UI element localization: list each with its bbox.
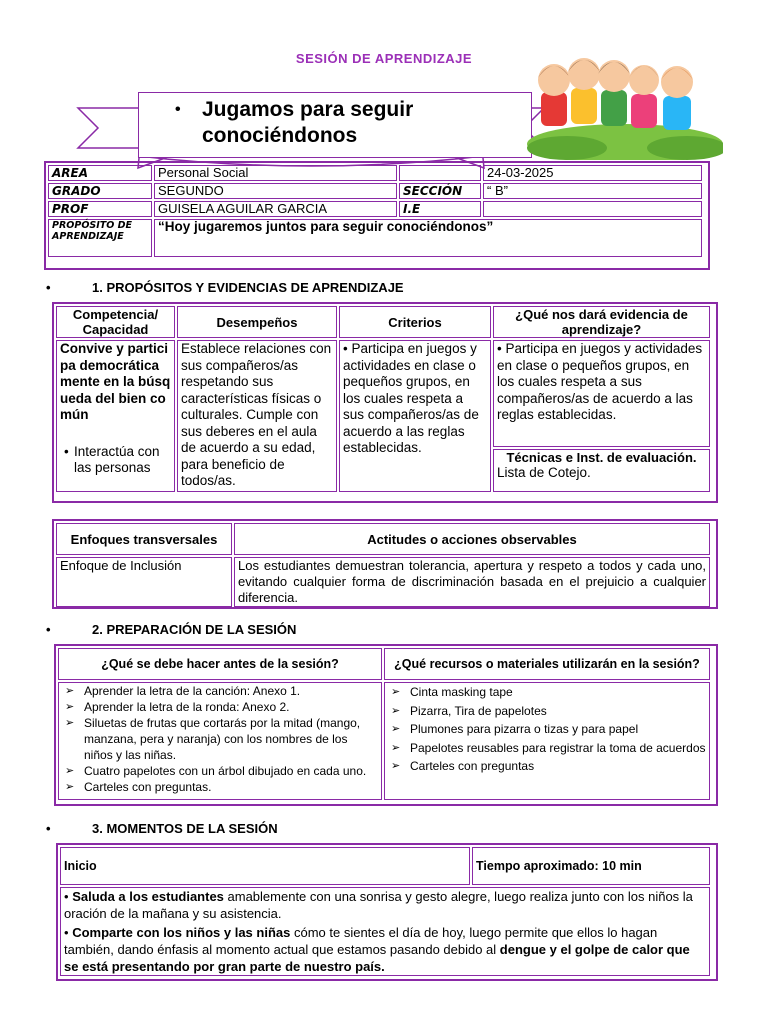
arrow-bullet-icon: ➢	[391, 760, 401, 772]
list-item	[388, 702, 706, 721]
col-criterios: Criterios	[339, 306, 491, 338]
arrow-bullet-icon: ➢	[65, 701, 75, 713]
p1-text: amablemente con una sonrisa y gesto alegre, luego realiza junto con los niños la oración de la mañana y su asistencia.	[64, 889, 693, 921]
p2-bold: Comparte con los niños y las niñas	[72, 925, 291, 940]
section-3-table-frame	[56, 843, 718, 981]
p2-bold-2: dengue y el golpe de calor que se está presentando por gran parte de nuestro país.	[64, 942, 690, 974]
col-competencia: Competencia/ Capacidad	[56, 306, 175, 338]
info-table	[46, 163, 704, 259]
evidencia-text: Participa en juegos y actividades en clase o pequeños grupos, en los cuales respeta a sus compañeros/as de acuerdo a las reglas establecidas.	[497, 341, 703, 422]
list-item	[388, 720, 706, 739]
proposito-value: “Hoy jugaremos juntos para seguir conociéndonos”	[154, 219, 702, 257]
criterio-bullet: •	[343, 341, 348, 356]
list-item-text: Papelotes reusables para registrar la toma de acuerdos	[410, 740, 706, 755]
tecnicas-label: Técnicas e Inst. de evaluación.	[506, 450, 697, 465]
list-item	[62, 779, 378, 795]
list-item-text: Plumones para pizarra o tizas y para papel	[410, 722, 639, 736]
list-item	[388, 739, 706, 758]
tecnicas-value: Lista de Cotejo.	[497, 465, 591, 480]
prof-value: GUISELA AGUILAR GARCIA	[154, 201, 397, 217]
section-3-title: 3. MOMENTOS DE LA SESIÓN	[92, 821, 278, 836]
list-item	[388, 757, 706, 776]
tiempo-label: Tiempo aproximado: 10 min	[472, 847, 710, 885]
section-1-table-frame	[52, 302, 718, 503]
area-value: Personal Social	[154, 165, 397, 181]
col-recursos: ¿Qué recursos o materiales utilizarán en la sesión?	[384, 648, 710, 680]
info-table-frame	[44, 161, 710, 270]
section-2-table-frame	[54, 644, 718, 806]
criterio-text: Participa en juegos y actividades en clase o pequeños grupos, en los cuales respeta a sus compañeros/as de acuerdo a las reglas establecidas.	[343, 341, 479, 455]
evidencia-bullet: •	[497, 341, 502, 356]
list-item-text: Aprender la letra de la ronda: Anexo 2.	[84, 700, 290, 714]
enfoque-cell: Enfoque de Inclusión	[56, 557, 232, 607]
area-label: AREA	[48, 165, 152, 181]
arrow-bullet-icon: ➢	[65, 717, 75, 729]
actitud-cell: Los estudiantes demuestran tolerancia, apertura y respeto a todos y cada uno, evitando cualquier forma de discriminación basada en el prejuicio a cualquier diferencia.	[234, 557, 710, 607]
competencia-text: Convive y participa democráticamente en la búsqueda del bien común	[60, 341, 171, 422]
date-value: 24-03-2025	[483, 165, 702, 181]
antes-cell	[58, 682, 382, 800]
section-1-bullet: •	[46, 280, 51, 295]
recursos-cell	[384, 682, 710, 800]
arrow-bullet-icon: ➢	[391, 723, 401, 735]
capacidad-text: Interactúa con las personas	[74, 443, 160, 475]
ie-label: I.E	[399, 201, 481, 217]
col-desempenos: Desempeños	[177, 306, 337, 338]
enfoques-table	[54, 521, 712, 609]
arrow-bullet-icon: ➢	[65, 781, 75, 793]
list-item-text: Carteles con preguntas	[410, 759, 535, 773]
seccion-label: SECCIÓN	[399, 183, 481, 199]
section-3-table	[58, 845, 712, 978]
banner-title-text: Jugamos para seguir conociéndonos	[202, 98, 414, 147]
section-1-table	[54, 304, 712, 494]
p1-bullet: •	[64, 889, 69, 904]
recursos-list	[388, 683, 706, 776]
section-2-table	[56, 646, 712, 802]
list-item	[62, 699, 378, 715]
section-2-bullet: •	[46, 622, 51, 637]
antes-list	[62, 683, 378, 795]
list-item	[62, 683, 378, 699]
col-antes: ¿Qué se debe hacer antes de la sesión?	[58, 648, 382, 680]
list-item-text: Siluetas de frutas que cortarás por la mitad (mango, manzana, pera y naranja) con los nombres de los niños y las niñas.	[84, 716, 361, 762]
grado-value: SEGUNDO	[154, 183, 397, 199]
inicio-content	[60, 887, 710, 976]
inicio-paragraph-1	[64, 888, 706, 922]
list-item	[62, 763, 378, 779]
arrow-bullet-icon: ➢	[391, 686, 401, 698]
arrow-bullet-icon: ➢	[391, 741, 401, 754]
competencia-cell	[56, 340, 175, 492]
arrow-bullet-icon: ➢	[65, 765, 75, 777]
capacidad-item	[60, 444, 171, 477]
col-evidencia: ¿Qué nos dará evidencia de aprendizaje?	[493, 306, 710, 338]
proposito-label: PROPÓSITO DE APRENDIZAJE	[48, 219, 152, 257]
section-3-bullet: •	[46, 821, 51, 836]
tecnicas-cell	[493, 449, 710, 492]
p2-bullet: •	[64, 925, 69, 940]
empty-cell	[399, 165, 481, 181]
evidencia-cell	[493, 340, 710, 447]
list-item-text: Carteles con preguntas.	[84, 780, 212, 794]
list-item-text: Cinta masking tape	[410, 685, 513, 699]
prof-label: PROF	[48, 201, 152, 217]
p1-bold: Saluda a los estudiantes	[72, 889, 224, 904]
desempeno-cell: Establece relaciones con sus compañeros/as respetando sus características físicas o culturales. Cumple con sus deberes en el aula de acuerdo a su edad, para beneficio de todos/as.	[177, 340, 337, 492]
criterio-cell	[339, 340, 491, 492]
list-item-text: Pizarra, Tira de papelotes	[410, 703, 547, 718]
inicio-paragraph-2	[64, 924, 706, 975]
arrow-bullet-icon: ➢	[65, 685, 75, 697]
list-item	[62, 715, 378, 763]
list-item	[388, 683, 706, 702]
inicio-label: Inicio	[60, 847, 470, 885]
list-item-text: Cuatro papelotes con un árbol dibujado en cada uno.	[84, 764, 367, 778]
p2-text: cómo te sientes el día de hoy, luego permite que ellos lo hagan también, dando énfasis al momento actual que estamos pasando debido al	[64, 925, 658, 957]
col-actitudes: Actitudes o acciones observables	[234, 523, 710, 555]
capacidad-bullet: •	[64, 443, 69, 459]
section-1-title: 1. PROPÓSITOS Y EVIDENCIAS DE APRENDIZAJE	[92, 280, 404, 295]
seccion-value: “ B”	[483, 183, 702, 199]
list-item-text: Aprender la letra de la canción: Anexo 1.	[84, 684, 301, 698]
session-title: SESIÓN DE APRENDIZAJE	[295, 51, 473, 66]
children-illustration	[527, 44, 723, 160]
banner-bullet: •	[175, 101, 181, 118]
ie-value	[483, 201, 702, 217]
section-2-title: 2. PREPARACIÓN DE LA SESIÓN	[92, 622, 297, 637]
col-enfoques: Enfoques transversales	[56, 523, 232, 555]
grado-label: GRADO	[48, 183, 152, 199]
arrow-bullet-icon: ➢	[391, 704, 401, 717]
enfoques-table-frame	[52, 519, 718, 609]
